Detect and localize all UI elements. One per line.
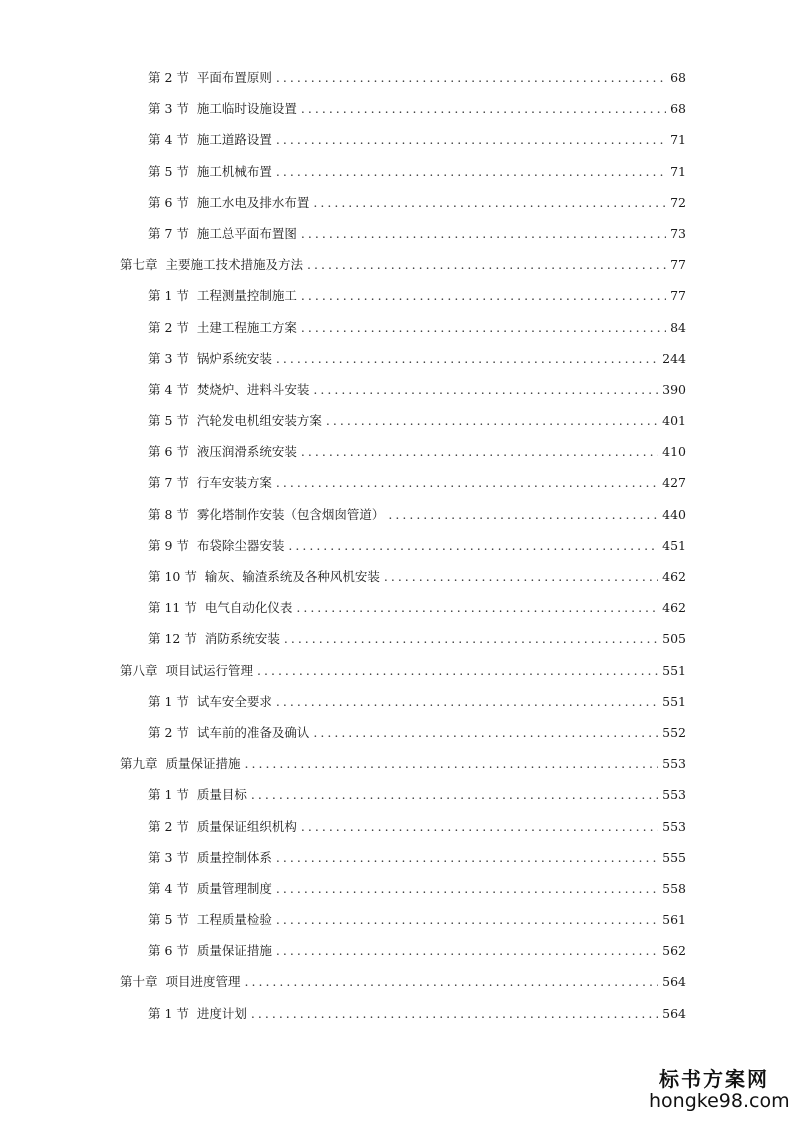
toc-dot-leader <box>276 467 658 498</box>
toc-dot-leader <box>251 779 658 810</box>
toc-entry-title: 质量保证组织机构 <box>196 818 297 834</box>
toc-section-row[interactable] <box>0 62 793 93</box>
toc-dot-leader <box>276 124 666 155</box>
watermark-cn-text: 标书方案网 <box>659 1067 769 1091</box>
toc-entry-number: 第 2 节 <box>148 818 189 834</box>
toc-dot-leader <box>276 842 658 873</box>
toc-page-number: 505 <box>662 631 686 647</box>
toc-page-number: 564 <box>662 1005 686 1021</box>
toc-entry-title: 质量控制体系 <box>196 849 272 865</box>
toc-dot-leader <box>301 811 658 842</box>
toc-dot-leader <box>276 62 666 93</box>
toc-page-number: 551 <box>662 693 686 709</box>
toc-page-number: 410 <box>662 444 686 460</box>
toc-page-number: 71 <box>670 163 686 179</box>
toc-entry-title: 项目进度管理 <box>165 974 241 990</box>
toc-entry-number: 第 5 节 <box>148 413 189 429</box>
toc-section-row[interactable] <box>0 904 793 935</box>
toc-section-row[interactable] <box>0 779 793 810</box>
toc-entry-title: 质量目标 <box>196 787 247 803</box>
toc-page-number: 555 <box>662 849 686 865</box>
toc-entry-title: 施工临时设施设置 <box>196 101 297 117</box>
toc-dot-leader <box>384 561 658 592</box>
toc-chapter-row[interactable] <box>0 748 793 779</box>
toc-entry-number: 第 1 节 <box>148 288 189 304</box>
toc-section-row[interactable] <box>0 686 793 717</box>
toc-entry-number: 第 1 节 <box>148 787 189 803</box>
toc-dot-leader <box>296 592 658 623</box>
toc-entry-title: 雾化塔制作安装（包含烟囱管道） <box>196 506 385 522</box>
toc-section-row[interactable] <box>0 811 793 842</box>
toc-page-number: 561 <box>662 912 686 928</box>
toc-section-row[interactable] <box>0 343 793 374</box>
toc-section-row[interactable] <box>0 374 793 405</box>
toc-entry-title: 消防系统安装 <box>204 631 280 647</box>
toc-page-number: 552 <box>662 724 686 740</box>
toc-page-number: 551 <box>662 662 686 678</box>
toc-entry-number: 第 11 节 <box>148 600 197 616</box>
toc-section-row[interactable] <box>0 499 793 530</box>
toc-dot-leader <box>276 343 658 374</box>
toc-entry-number: 第 12 节 <box>148 631 197 647</box>
toc-entry-title: 质量保证措施 <box>165 756 241 772</box>
toc-section-row[interactable] <box>0 561 793 592</box>
toc-entry-title: 试车安全要求 <box>196 693 272 709</box>
toc-section-row[interactable] <box>0 717 793 748</box>
toc-entry-title: 行车安装方案 <box>196 475 272 491</box>
toc-entry-number: 第 9 节 <box>148 537 189 553</box>
toc-page-number: 77 <box>670 288 686 304</box>
toc-page-number: 462 <box>662 600 686 616</box>
toc-section-row[interactable] <box>0 935 793 966</box>
toc-entry-number: 第 5 节 <box>148 163 189 179</box>
toc-entry-number: 第 6 节 <box>148 943 189 959</box>
toc-section-row[interactable] <box>0 156 793 187</box>
toc-entry-title: 施工总平面布置图 <box>196 225 297 241</box>
toc-dot-leader <box>276 873 658 904</box>
watermark-url-text: hongke98.com <box>649 1090 790 1112</box>
toc-page-number: 553 <box>662 787 686 803</box>
toc-chapter-row[interactable] <box>0 966 793 997</box>
toc-page-number: 451 <box>662 537 686 553</box>
toc-dot-leader <box>251 998 658 1029</box>
toc-dot-leader <box>301 436 658 467</box>
toc-page-number: 73 <box>670 225 686 241</box>
toc-entry-title: 布袋除尘器安装 <box>196 537 285 553</box>
toc-dot-leader <box>276 935 658 966</box>
toc-dot-leader <box>257 655 658 686</box>
toc-page-number: 84 <box>670 319 686 335</box>
toc-page-number: 427 <box>662 475 686 491</box>
toc-page-number: 558 <box>662 880 686 896</box>
toc-entry-title: 汽轮发电机组安装方案 <box>196 413 322 429</box>
toc-entry-number: 第八章 <box>120 662 158 678</box>
toc-section-row[interactable] <box>0 998 793 1029</box>
toc-dot-leader <box>313 374 658 405</box>
toc-section-row[interactable] <box>0 467 793 498</box>
toc-dot-leader <box>276 156 666 187</box>
toc-entry-number: 第 3 节 <box>148 101 189 117</box>
toc-dot-leader <box>301 280 666 311</box>
toc-section-row[interactable] <box>0 592 793 623</box>
toc-entry-title: 土建工程施工方案 <box>196 319 297 335</box>
toc-entry-number: 第 3 节 <box>148 849 189 865</box>
toc-entry-number: 第 1 节 <box>148 1005 189 1021</box>
toc-entry-number: 第 6 节 <box>148 444 189 460</box>
toc-page-number: 77 <box>670 257 686 273</box>
toc-dot-leader <box>307 249 666 280</box>
toc-entry-number: 第 2 节 <box>148 724 189 740</box>
toc-section-row[interactable] <box>0 623 793 654</box>
toc-entry-number: 第 4 节 <box>148 381 189 397</box>
toc-page-number: 244 <box>662 350 686 366</box>
toc-entry-title: 电气自动化仪表 <box>204 600 293 616</box>
toc-page-number: 71 <box>670 132 686 148</box>
toc-dot-leader <box>388 499 658 530</box>
toc-chapter-row[interactable] <box>0 655 793 686</box>
toc-dot-leader <box>276 686 658 717</box>
toc-page-number: 390 <box>662 381 686 397</box>
toc-page-number: 553 <box>662 756 686 772</box>
toc-entry-number: 第 7 节 <box>148 225 189 241</box>
toc-entry-number: 第 2 节 <box>148 319 189 335</box>
toc-page-number: 401 <box>662 413 686 429</box>
toc-entry-title: 平面布置原则 <box>196 70 272 85</box>
toc-entry-title: 锅炉系统安装 <box>196 350 272 366</box>
toc-entry-number: 第 8 节 <box>148 506 189 522</box>
toc-section-row[interactable] <box>0 218 793 249</box>
toc-dot-leader <box>301 312 666 343</box>
toc-section-row[interactable] <box>0 436 793 467</box>
toc-section-row[interactable] <box>0 93 793 124</box>
toc-entry-number: 第 2 节 <box>148 70 189 85</box>
toc-section-row[interactable] <box>0 405 793 436</box>
toc-entry-number: 第 4 节 <box>148 132 189 148</box>
toc-entry-title: 输灰、输渣系统及各种风机安装 <box>204 569 380 584</box>
toc-entry-title: 工程测量控制施工 <box>196 288 297 304</box>
toc-section-row[interactable] <box>0 187 793 218</box>
toc-entry-title: 焚烧炉、进料斗安装 <box>196 381 310 397</box>
table-of-contents <box>0 62 793 1029</box>
toc-dot-leader <box>245 966 659 997</box>
toc-dot-leader <box>284 623 658 654</box>
toc-section-row[interactable] <box>0 842 793 873</box>
toc-entry-title: 质量保证措施 <box>196 943 272 959</box>
toc-entry-number: 第 1 节 <box>148 693 189 709</box>
toc-page-number: 564 <box>662 974 686 990</box>
toc-page-number: 68 <box>670 101 686 117</box>
toc-entry-number: 第九章 <box>120 756 158 772</box>
watermark-logo <box>649 1067 790 1112</box>
toc-entry-number: 第 7 节 <box>148 475 189 491</box>
toc-entry-title: 质量管理制度 <box>196 880 272 896</box>
toc-entry-title: 液压润滑系统安装 <box>196 444 297 460</box>
toc-entry-number: 第 5 节 <box>148 912 189 928</box>
toc-entry-title: 进度计划 <box>196 1005 247 1021</box>
toc-dot-leader <box>313 187 666 218</box>
toc-section-row[interactable] <box>0 873 793 904</box>
toc-entry-title: 施工水电及排水布置 <box>196 194 310 210</box>
toc-page-number: 462 <box>662 569 686 584</box>
toc-entry-number: 第十章 <box>120 974 158 990</box>
toc-dot-leader <box>301 218 666 249</box>
toc-entry-title: 工程质量检验 <box>196 912 272 928</box>
toc-entry-number: 第 3 节 <box>148 350 189 366</box>
toc-dot-leader <box>288 530 658 561</box>
toc-entry-title: 施工机械布置 <box>196 163 272 179</box>
toc-dot-leader <box>326 405 658 436</box>
toc-dot-leader <box>276 904 658 935</box>
toc-entry-number: 第七章 <box>120 257 158 273</box>
toc-dot-leader <box>301 93 666 124</box>
toc-entry-number: 第 4 节 <box>148 880 189 896</box>
toc-page-number: 72 <box>670 194 686 210</box>
toc-section-row[interactable] <box>0 280 793 311</box>
toc-page-number: 68 <box>670 70 686 85</box>
toc-page-number: 440 <box>662 506 686 522</box>
toc-entry-number: 第 6 节 <box>148 194 189 210</box>
toc-entry-title: 项目试运行管理 <box>165 662 254 678</box>
toc-page-number: 562 <box>662 943 686 959</box>
toc-chapter-row[interactable] <box>0 249 793 280</box>
toc-section-row[interactable] <box>0 312 793 343</box>
toc-entry-title: 试车前的准备及确认 <box>196 724 310 740</box>
toc-section-row[interactable] <box>0 124 793 155</box>
toc-page-number: 553 <box>662 818 686 834</box>
toc-entry-title: 施工道路设置 <box>196 132 272 148</box>
toc-dot-leader <box>313 717 658 748</box>
toc-entry-title: 主要施工技术措施及方法 <box>165 257 304 273</box>
toc-dot-leader <box>245 748 659 779</box>
toc-section-row[interactable] <box>0 530 793 561</box>
toc-entry-number: 第 10 节 <box>148 569 197 584</box>
